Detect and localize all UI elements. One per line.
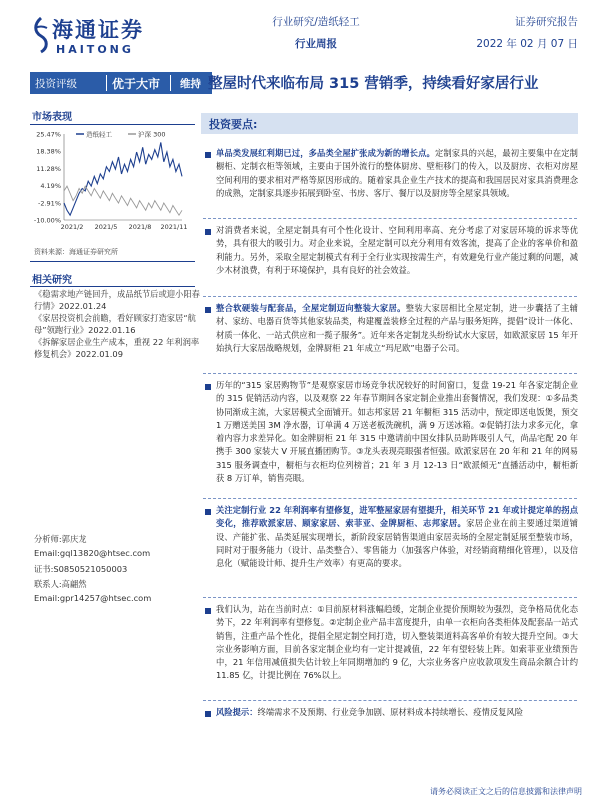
x-tick-label: 2021/2	[60, 223, 84, 231]
divider	[203, 218, 577, 219]
chart-source: 资料来源：海通证券研究所	[34, 248, 118, 256]
bullet-icon	[205, 608, 211, 614]
analyst-cert: 证书:S0850521050003	[34, 564, 128, 574]
related-item[interactable]: 《家居投资机会前瞻，看好顾家打造家居“航母”领跑行业》2022.01.16	[34, 313, 196, 335]
bullet-text-0: 单品类发展红利期已过，多品类全屋扩张成为新的增长点。定制家具的兴起，最初主要集中在定制橱柜、定制衣柜等领域，主要由于国外流行的整体厨房、壁柜移门的传入，以及厨房、衣柜对房屋空间利用的要求相对严格等原因形成的。随着家具企业生产技术的提高和我国居民对家具消费理念的成熟，定制家具逐步拓展到卧室、书房、客厅、餐厅以及厨房等全屋家具领域。	[216, 148, 578, 198]
bullet-icon	[205, 229, 211, 235]
divider	[203, 700, 577, 701]
bullet-text-3: 历年的“315 家居购物节”是观察家居市场竞争状况较好的时间窗口，复盘 19-21 年各家定制企业的 315 促销活动内容，以及观察 22 年春节期间各家定制企业推出套餐情况，我们发现：①多品类协同渐成主流，大家居模式全面铺开。如志邦家居 21 年橱柜 315 活动中，预定即送电饭煲，预交 1 万赠送美国 3M 净水器，订单满 4 万送老板洗碗机，满 9 万送冰箱。②促销打法力求多元化，拿着内容力求差异化。如金牌厨柜 21 年 315 中邀请前中国女排队员助阵吸引人气，尚品宅配 20 年携手 300 家装大 V 开展直播团购节。③龙头表现亮眼强者恒强。欧派家居在 20 年和 21 年的网易 315 服务调查中，橱柜与衣柜均位列榜首；21 年 3 月 12-13 日“欧派倾无”直播活动中，橱柜新获 8 万订单，销售亮眼。	[216, 380, 578, 484]
divider	[203, 498, 577, 499]
divider	[203, 373, 577, 374]
logo-cn: 海通证券	[52, 17, 144, 42]
related-item[interactable]: 《稳需求地产链回升，成品纸节后或迎小阳春行情》2022.01.24	[34, 289, 200, 311]
bullet-text-1: 对消费者来说，全屋定制具有可个性化设计、空间利用率高、充分考虑了对家居环境的诉求等优势，具有很大的吸引力。对企业来说，全屋定制可以充分利用有效客流，提高了企业的客单价和盈利能力。另外，采取全屋定制模式有利于全行业实现按需生产，有效避免行业产能过剩的问题，减少木材浪费，有利于环境保护，具有良好的社会效益。	[216, 225, 578, 275]
rating-label: 投资评级	[35, 78, 77, 90]
report-type: 行业周报	[295, 38, 337, 50]
rating-divider	[170, 75, 171, 91]
rating-divider	[106, 75, 107, 91]
report-label: 证券研究报告	[515, 16, 578, 28]
x-tick-label: 2021/8	[128, 223, 152, 231]
logo-en: HAITONG	[56, 43, 134, 56]
related-item[interactable]: 《拆解家居企业生产成本，重视 22 年利润率修复机会》2022.01.09	[34, 337, 200, 359]
y-tick-label: 4.19%	[40, 182, 61, 191]
key-points-heading: 投资要点:	[209, 118, 258, 131]
legend-label: 造纸轻工	[86, 130, 112, 139]
key-points-bar	[201, 113, 578, 134]
bullet-icon	[205, 384, 211, 390]
report-category: 行业研究/造纸轻工	[272, 16, 360, 28]
market-chart	[30, 128, 200, 238]
divider	[30, 124, 195, 125]
divider	[203, 597, 577, 598]
divider	[30, 286, 195, 287]
rating-value: 优于大市	[112, 77, 161, 91]
analyst-email[interactable]: Email:gql13820@htsec.com	[34, 548, 151, 558]
report-title: 整屋时代来临布局 315 营销季，持续看好家居行业	[208, 76, 539, 92]
analyst-name: 分析师:郭庆龙	[34, 534, 87, 544]
bullet-icon	[205, 307, 211, 313]
bullet-icon	[205, 711, 211, 717]
y-tick-label: -10.00%	[33, 216, 61, 225]
bullet-text-5: 我们认为，站在当前时点：①目前原材料涨幅趋缓，定制企业提价预期较为强烈，竞争格局优化态势下，22 年利润率有望修复。②定制企业产品丰富度提升，由单一衣柜向各类柜体及配套品一站式销售，注重产品个性化，提倡全屋定制空间打造，切入整装渠道料高客单价有较大提升空间。③大宗业务影响方面，目前各家定制企业均有一定计提减值，22 年有望轻装上阵。如索菲亚业绩预告中，21 年信用减值损失估计较上年同期增加约 9 亿，大宗业务客户应收款项发生商品余额合计约 11.85 亿，计提比例在 76%以上。	[216, 604, 578, 681]
bullet-icon	[205, 509, 211, 515]
x-tick-label: 2021/11	[160, 223, 188, 231]
bullet-icon	[205, 152, 211, 158]
market-chart-svg	[30, 128, 200, 238]
x-tick-label: 2021/5	[94, 223, 118, 231]
rating-bar	[30, 72, 212, 94]
bullet-text-4: 关注定制行业 22 年利润率有望修复，进军整屋家居有望提升，相关环节 21 年或计提定单的拐点变化，推荐欧派家居、顾家家居、索菲亚、金牌厨柜、志邦家居。家居企业在前主要通过渠道铺设、产能扩张、品类延展实现增长，新阶段家居销售渠道由家居卖场的全屋定制延展至整装市场，同时对于服务能力（设计、品类整合）、零售能力（加强客户体验，对经销商精细化管理），以及信息化（赋能设计师、提升生产效率）有更高的要求。	[216, 505, 578, 569]
bullet-text-6: 风险提示：终端需求不及预期、行业竞争加剧、原材料成本持续增长、疫情反复风险	[216, 707, 524, 717]
y-tick-label: 11.28%	[36, 164, 61, 173]
divider	[203, 296, 577, 297]
bullet-text-2: 整合软硬装与配套品，全屋定制迈向整装大家居。整装大家居相比全屋定制，进一步囊括了主辅材、家纺、电器百货等其他家装品类，构建覆盖装修全过程的产品与服务矩阵，提倡“设计一体化、材质一体化、一站式供应和一揽子服务”。近年来各定制龙头纷纷试水大家居，如欧派家居 15 年开始执行大家居战略规划，金牌厨柜 21 年成立“玛尼欧”电器子公司。	[216, 303, 578, 353]
rating-status: 维持	[180, 78, 201, 90]
series-line-1	[64, 186, 182, 215]
logo-mark-icon	[31, 16, 51, 54]
y-tick-label: 18.38%	[36, 147, 61, 156]
y-tick-label: -2.91%	[38, 199, 61, 208]
market-heading: 市场表现	[32, 112, 72, 123]
y-tick-label: 25.47%	[36, 130, 61, 139]
contact-email[interactable]: Email:gpr14257@htsec.com	[34, 593, 152, 603]
divider	[30, 261, 195, 262]
report-date: 2022 年 02 月 07 日	[476, 38, 578, 50]
legend-label: 沪深 300	[138, 130, 166, 139]
contact-name: 联系人:高翩然	[34, 579, 87, 589]
related-heading: 相关研究	[32, 275, 72, 286]
footer-disclaimer: 请务必阅读正文之后的信息披露和法律声明	[430, 787, 582, 796]
